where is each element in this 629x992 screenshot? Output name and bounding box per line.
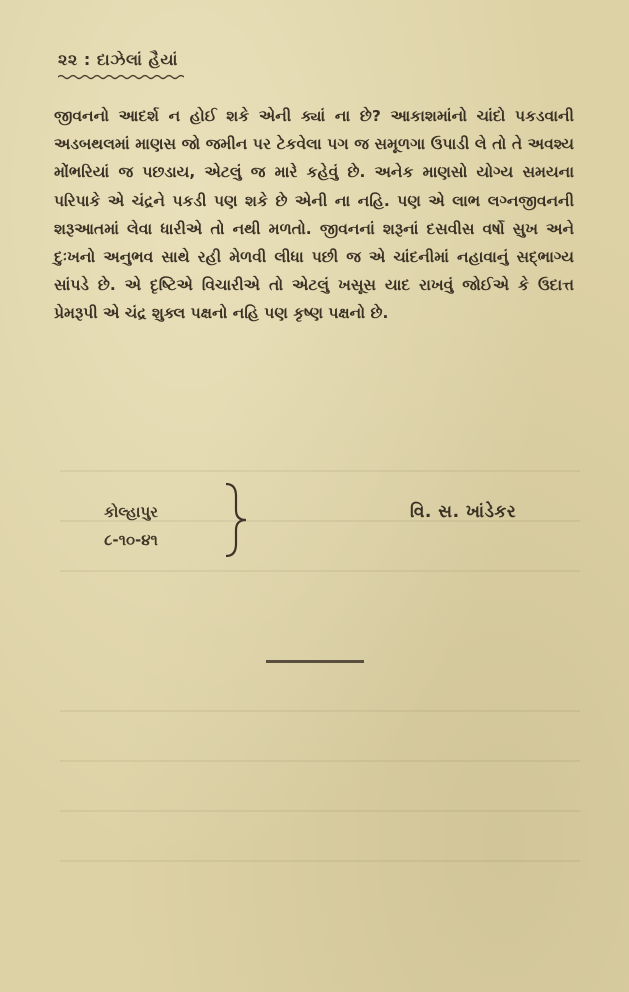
show-through-line [60,470,580,472]
show-through-line [60,810,580,812]
paragraph-text: જીવનનો આદર્શ ન હોઈ શકે એની ક્યાં ના છે? આકાશમાંનો ચાંદો પકડવાની અડબથલમાં માણસ જો જમીન પર ટેકવેલા પગ જ સમૂળગા ઉપાડી લે તો તે અવશ્ય મોંભરિયાં જ પછડાય, એટલું જ મારે કહેવું છે. અનેક માણસો યોગ્ય સમયના પરિપાકે એ ચંદ્રને પકડી પણ શકે છે એની ના નહિ. પણ એ લાભ લગ્નજીવનની શરૂઆતમાં લેવા ધારીએ તો નથી મળતો. જીવનનાં શરૂનાં દસવીસ વર્ષો સુખ અને દુઃખનો અનુભવ સાથે રહી મેળવી લીધા પછી જ એ ચાંદનીમાં નહાવાનું સદ્‌ભાગ્ય સાંપડે છે. એ દૃષ્ટિએ વિચારીએ તો એટલું ખસૂસ યાદ રાખવું જોઈએ કે ઉદાત્ત પ્રેમરૂપી એ ચંદ્ર શુક્લ પક્ષનો નહિ પણ કૃષ્ણ પક્ષનો છે. [54,107,574,323]
main-paragraph [54,102,574,328]
show-through-line [60,760,580,762]
author-name: વિ. સ. ખાંડેકર [410,502,517,522]
date-text: ૮-૧૦-૪૧ [104,531,158,549]
show-through-line [60,710,580,712]
header-wavy-rule [58,74,184,80]
show-through-line [60,570,580,572]
show-through-line [60,520,580,522]
place-text: કોલ્હાપુર [104,503,158,521]
place-date-block [86,498,176,554]
running-head: ૨૨ : દાઝેલાં હૈયાં [58,50,178,69]
show-through-line [60,860,580,862]
end-rule [266,660,364,663]
